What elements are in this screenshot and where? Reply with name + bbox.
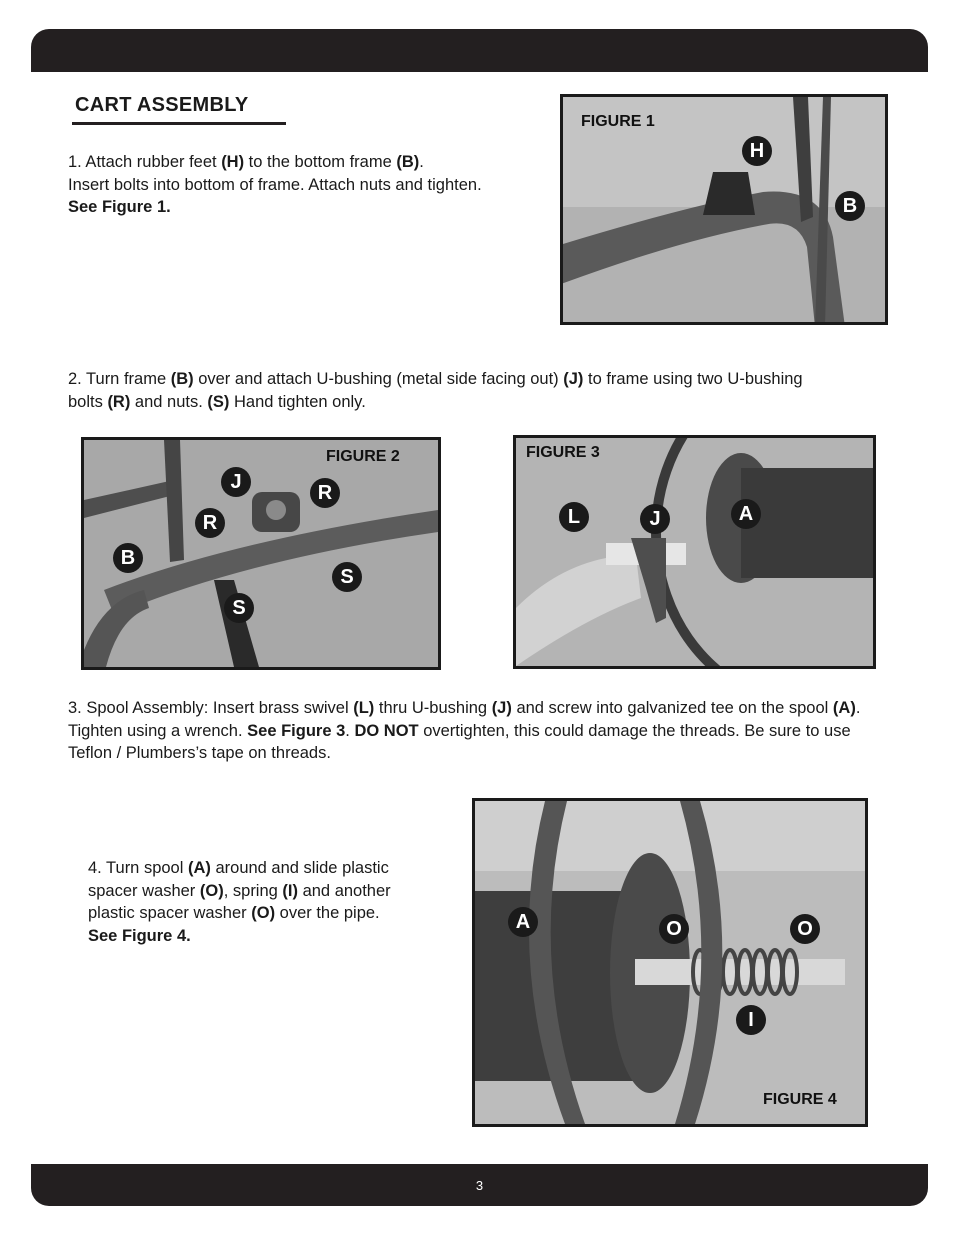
callout-r-left: R bbox=[195, 508, 225, 538]
page-number: 3 bbox=[475, 1178, 484, 1193]
callout-o-left: O bbox=[659, 914, 689, 944]
footer-bar bbox=[31, 1164, 928, 1206]
callout-l: L bbox=[559, 502, 589, 532]
callout-j: J bbox=[221, 467, 251, 497]
step-1-text: 1. Attach rubber feet (H) to the bottom frame (B). Insert bolts into bottom of frame. Attach nuts and tighten. See Figure 1. bbox=[68, 153, 482, 216]
figure-1-photo bbox=[560, 94, 888, 325]
header-bar bbox=[31, 29, 928, 72]
figure-3-title: FIGURE 3 bbox=[526, 444, 600, 461]
callout-s-left: S bbox=[224, 593, 254, 623]
step-3-text: 3. Spool Assembly: Insert brass swivel (L) thru U-bushing (J) and screw into galvanized tee on the spool (A). Tighten using a wrench. See Figure 3. DO NOT overtighten, this could damage the threads. Be sure to use Teflon / Plumbers’s tape on threads. bbox=[68, 699, 861, 762]
callout-o-right: O bbox=[790, 914, 820, 944]
figure-4-photo bbox=[472, 798, 868, 1127]
heading-underline bbox=[72, 122, 286, 125]
figure-3-photo bbox=[513, 435, 876, 669]
figure-4-title: FIGURE 4 bbox=[763, 1091, 837, 1108]
callout-j: J bbox=[640, 504, 670, 534]
callout-i: I bbox=[736, 1005, 766, 1035]
callout-b: B bbox=[835, 191, 865, 221]
callout-a: A bbox=[508, 907, 538, 937]
step-4-text: 4. Turn spool (A) around and slide plastic spacer washer (O), spring (I) and another plastic spacer washer (O) over the pipe. See Figure 4. bbox=[88, 859, 391, 945]
callout-a: A bbox=[731, 499, 761, 529]
callout-h: H bbox=[742, 136, 772, 166]
section-heading: CART ASSEMBLY bbox=[75, 94, 249, 116]
step-2-text: 2. Turn frame (B) over and attach U-bushing (metal side facing out) (J) to frame using two U-bushing bolts (R) and nuts. (S) Hand tighten only. bbox=[68, 370, 803, 411]
figure-2-title: FIGURE 2 bbox=[326, 448, 400, 465]
figure-2-photo bbox=[81, 437, 441, 670]
callout-r-right: R bbox=[310, 478, 340, 508]
callout-b: B bbox=[113, 543, 143, 573]
figure-1-title: FIGURE 1 bbox=[581, 113, 655, 130]
callout-s-right: S bbox=[332, 562, 362, 592]
